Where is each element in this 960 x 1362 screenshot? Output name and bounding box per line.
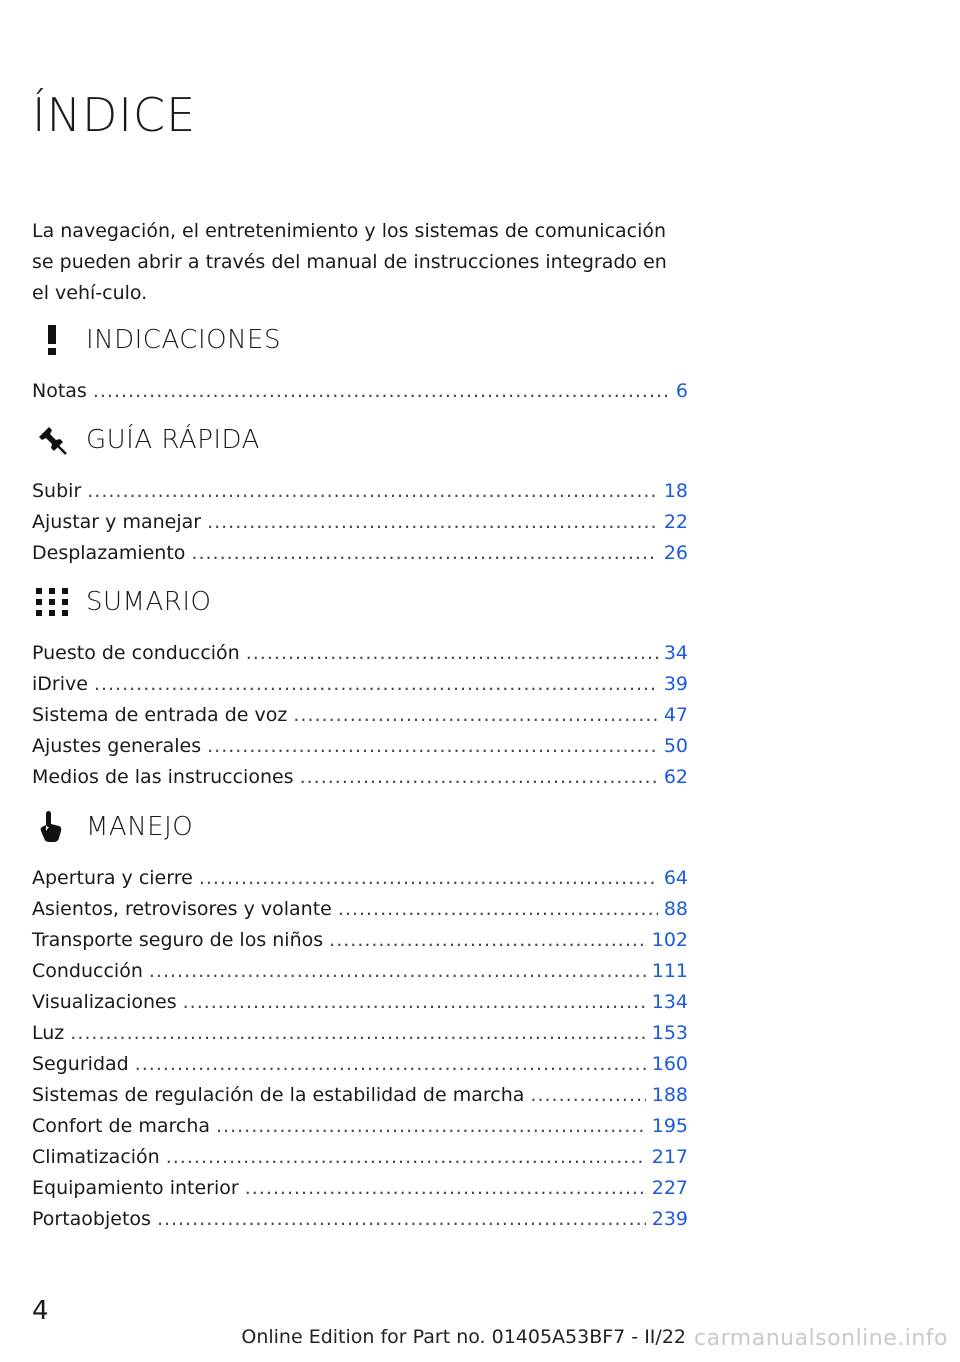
toc-entry[interactable] <box>32 669 688 700</box>
leader-dots <box>135 1049 646 1080</box>
toc-entry-page[interactable]: 111 <box>651 960 688 982</box>
toc-entry-label: Desplazamiento <box>32 542 186 564</box>
page-title: ÍNDICE <box>32 88 197 142</box>
toc-entry-page[interactable]: 34 <box>663 642 688 664</box>
toc-entry[interactable] <box>32 1173 688 1204</box>
toc-entry[interactable] <box>32 863 688 894</box>
toc-entry[interactable] <box>32 376 688 407</box>
leader-dots <box>207 507 658 538</box>
toc-entry[interactable] <box>32 987 688 1018</box>
toc-entry-label: Conducción <box>32 960 143 982</box>
toc-entry-label: Puesto de conducción <box>32 642 240 664</box>
leader-dots <box>216 1111 646 1142</box>
section-header <box>32 318 688 362</box>
toc-entry-label: Climatización <box>32 1146 160 1168</box>
toc-entry-page[interactable]: 102 <box>651 929 688 951</box>
toc-entry-label: Sistemas de regulación de la estabilidad de marcha <box>32 1084 525 1106</box>
toc-entry-page[interactable]: 64 <box>663 867 688 889</box>
toc-entry[interactable] <box>32 731 688 762</box>
section-title: GUÍA RÁPIDA <box>86 425 260 455</box>
pin-icon <box>32 420 72 460</box>
leader-dots <box>191 538 657 569</box>
toc-entry-label: Confort de marcha <box>32 1115 211 1137</box>
leader-dots <box>246 638 658 669</box>
intro-text: La navegación, el entretenimiento y los sistemas de comunicación se pueden abrir a través del manual de instrucciones integrado en el vehí-culo. <box>32 220 667 304</box>
exclamation-icon <box>32 320 72 360</box>
toc-entry-label: Seguridad <box>32 1053 129 1075</box>
leader-dots <box>183 987 646 1018</box>
toc-entry-label: Ajustar y manejar <box>32 511 202 533</box>
toc-entry-page[interactable]: 26 <box>663 542 688 564</box>
section-manejo <box>32 805 688 1235</box>
toc-entry-label: Equipamiento interior <box>32 1177 239 1199</box>
leader-dots <box>94 669 658 700</box>
toc-entry-page[interactable]: 217 <box>651 1146 688 1168</box>
toc-entry[interactable] <box>32 1204 688 1235</box>
toc-entry-page[interactable]: 195 <box>651 1115 688 1137</box>
toc-entry-page[interactable]: 62 <box>663 766 688 788</box>
toc-entry-page[interactable]: 39 <box>663 673 688 695</box>
toc-entry[interactable] <box>32 638 688 669</box>
leader-dots <box>245 1173 646 1204</box>
toc-entry-page[interactable]: 50 <box>663 735 688 757</box>
leader-dots <box>93 376 670 407</box>
toc-entry-page[interactable]: 188 <box>651 1084 688 1106</box>
leader-dots <box>157 1204 646 1235</box>
toc-entry[interactable] <box>32 1111 688 1142</box>
toc-entry[interactable] <box>32 476 688 507</box>
leader-dots <box>207 731 658 762</box>
watermark: carmanualsonline.info <box>694 1326 948 1351</box>
hand-pointer-icon <box>32 807 72 847</box>
toc-entry-label: Portaobjetos <box>32 1208 151 1230</box>
toc-entry-page[interactable]: 22 <box>663 511 688 533</box>
toc-entry[interactable] <box>32 700 688 731</box>
toc-entry-page[interactable]: 160 <box>651 1053 688 1075</box>
toc-entry[interactable] <box>32 538 688 569</box>
toc-entry-page[interactable]: 47 <box>663 704 688 726</box>
leader-dots <box>300 762 658 793</box>
toc-entry[interactable] <box>32 507 688 538</box>
toc-entry[interactable] <box>32 925 688 956</box>
toc-entry[interactable] <box>32 956 688 987</box>
toc-entry[interactable] <box>32 1018 688 1049</box>
toc-entry[interactable] <box>32 1049 688 1080</box>
toc-entry-label: Ajustes generales <box>32 735 202 757</box>
leader-dots <box>199 863 658 894</box>
toc-entry-label: Apertura y cierre <box>32 867 193 889</box>
toc-entry-page[interactable]: 88 <box>663 898 688 920</box>
toc-entry-label: Subir <box>32 480 82 502</box>
grid-icon <box>32 582 72 622</box>
toc-entry-label: Medios de las instrucciones <box>32 766 294 788</box>
toc-entry-label: Transporte seguro de los niños <box>32 929 324 951</box>
edition-footer: Online Edition for Part no. 01405A53BF7 - II/22 <box>241 1326 686 1348</box>
toc-entry-label: Sistema de entrada de voz <box>32 704 288 726</box>
leader-dots <box>338 894 658 925</box>
toc-entry-page[interactable]: 239 <box>651 1208 688 1230</box>
toc-entry-label: Visualizaciones <box>32 991 177 1013</box>
leader-dots <box>87 476 658 507</box>
toc-entry-label: iDrive <box>32 673 88 695</box>
toc-entry[interactable] <box>32 1080 688 1111</box>
toc-entry[interactable] <box>32 894 688 925</box>
toc-entry[interactable] <box>32 762 688 793</box>
toc-entry-label: Asientos, retrovisores y volante <box>32 898 332 920</box>
leader-dots <box>166 1142 646 1173</box>
leader-dots <box>293 700 657 731</box>
section-header <box>32 805 688 849</box>
page-number: 4 <box>32 1296 49 1326</box>
toc-entry[interactable] <box>32 1142 688 1173</box>
section-title: SUMARIO <box>86 587 212 617</box>
section-sumario <box>32 580 688 793</box>
section-guia-rapida <box>32 418 688 569</box>
toc-entry-page[interactable]: 134 <box>651 991 688 1013</box>
section-title: MANEJO <box>86 812 194 842</box>
toc-entry-label: Notas <box>32 380 87 402</box>
toc-entry-page[interactable]: 6 <box>675 380 688 402</box>
section-header <box>32 580 688 624</box>
section-indicaciones <box>32 318 688 407</box>
leader-dots <box>530 1080 645 1111</box>
toc-entry-page[interactable]: 153 <box>651 1022 688 1044</box>
toc-entry-label: Luz <box>32 1022 65 1044</box>
leader-dots <box>329 925 646 956</box>
toc-entry-page[interactable]: 227 <box>651 1177 688 1199</box>
section-title: INDICACIONES <box>86 325 281 355</box>
toc-entry-page[interactable]: 18 <box>663 480 688 502</box>
section-header <box>32 418 688 462</box>
leader-dots <box>70 1018 645 1049</box>
leader-dots <box>149 956 646 987</box>
